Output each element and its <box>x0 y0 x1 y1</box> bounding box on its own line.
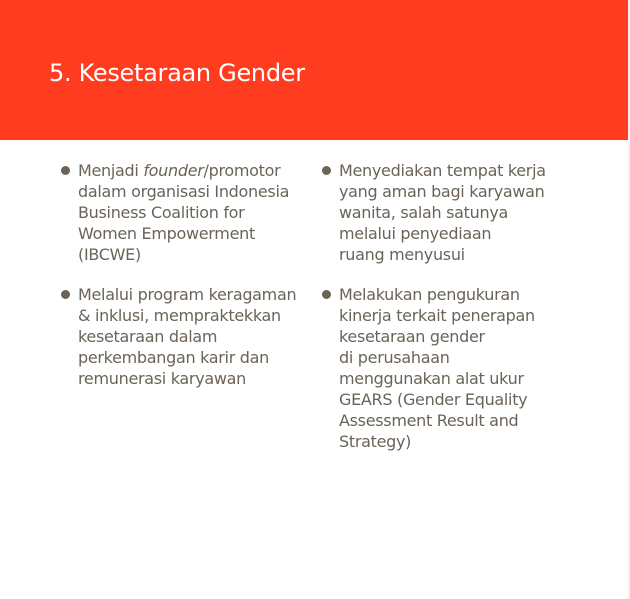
section-header-banner <box>0 0 628 140</box>
bullet-icon <box>322 290 331 299</box>
bullet-item-ibcwe <box>60 160 308 265</box>
bullet-line: (IBCWE) <box>78 245 141 264</box>
bullet-line: menggunakan alat ukur <box>339 369 524 388</box>
text-segment: /promotor <box>203 161 281 180</box>
bullet-line: wanita, salah satunya <box>339 203 509 222</box>
bullet-line: Strategy) <box>339 432 412 451</box>
bullet-line: kesetaraan gender <box>339 327 485 346</box>
bullet-line: kinerja terkait penerapan <box>339 306 535 325</box>
bullet-line: Assessment Result and <box>339 411 519 430</box>
left-column <box>60 160 308 408</box>
bullet-line: Melakukan pengukuran <box>339 285 520 304</box>
bullet-line: perkembangan karir dan <box>78 348 269 367</box>
bullet-line: & inklusi, mempraktekkan <box>78 306 281 325</box>
right-column <box>321 160 571 471</box>
bullet-item-diversity-program <box>60 284 308 389</box>
bullet-line: Melalui program keragaman <box>78 285 297 304</box>
bullet-line: Menyediakan tempat kerja <box>339 161 546 180</box>
bullet-line: dalam organisasi Indonesia <box>78 182 290 201</box>
bullet-line: kesetaraan dalam <box>78 327 218 346</box>
bullet-line <box>78 160 308 181</box>
bullet-icon <box>322 166 331 175</box>
bullet-line: ruang menyusui <box>339 245 465 264</box>
bullet-line: Business Coalition for <box>78 203 245 222</box>
bullet-item-safe-workplace <box>321 160 571 265</box>
bullet-item-gears-measurement <box>321 284 571 452</box>
bullet-line: melalui penyediaan <box>339 224 492 243</box>
bullet-line: remunerasi karyawan <box>78 369 247 388</box>
bullet-line: di perusahaan <box>339 348 450 367</box>
italic-term: founder <box>143 161 204 180</box>
text-segment: Menjadi <box>78 161 144 180</box>
bullet-line: Women Empowerment <box>78 224 255 243</box>
section-title: 5. Kesetaraan Gender <box>49 59 305 87</box>
bullet-line: GEARS (Gender Equality <box>339 390 528 409</box>
bullet-icon <box>61 166 70 175</box>
bullet-line: yang aman bagi karyawan <box>339 182 545 201</box>
bullet-icon <box>61 290 70 299</box>
